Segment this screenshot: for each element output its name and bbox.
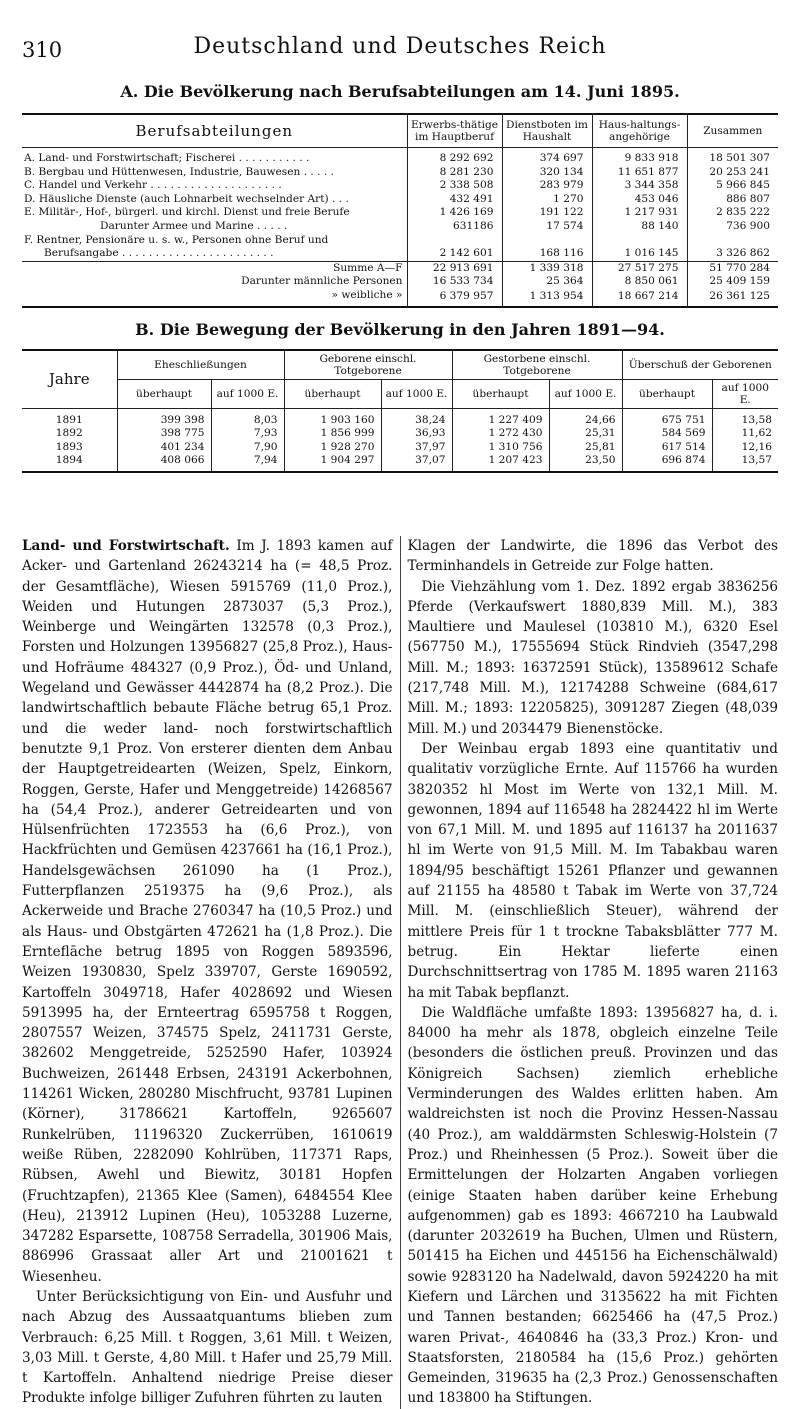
cell xyxy=(592,234,687,248)
column-header: Haus-haltungs-angehörige xyxy=(592,114,687,148)
row-label: D. Häusliche Dienste (auch Lohnarbeit wechselnder Art) . . . xyxy=(24,192,349,205)
section-heading: Land- und Forstwirtschaft. xyxy=(22,538,230,554)
cell: 16 533 734 xyxy=(407,275,502,289)
column-header: Berufsabteilungen xyxy=(22,114,407,148)
cell: 3 344 358 xyxy=(592,179,687,193)
table-row xyxy=(22,193,778,207)
occupation-table xyxy=(22,113,778,308)
cell: 1 856 999 xyxy=(284,427,381,441)
row-label: Darunter Armee und Marine . . . . . xyxy=(100,219,288,232)
cell: 25,81 xyxy=(549,441,622,455)
column-header: Jahre xyxy=(22,350,117,409)
column-header: auf 1000 E. xyxy=(381,379,452,408)
paragraph: Der Weinbau ergab 1893 eine quantitativ und qualitativ vorzügliche Ernte. Auf 115766 ha wurden 3820352 hl Most im Werte von 132,1 Mill. M. gewonnen, 1894 auf 116548 ha 2824422 hl im Werte von 67,1 Mill. M. und 1895 auf 116137 ha 2011637 hl im Werte von 91,5 Mill. M. Im Tabakbau waren 1894/95 beschäftigt 15261 Pflanzer und gewannen auf 21155 ha 48580 t Tabak im Werte von 37,724 Mill. M. (einschließlich Steuer), während der mittlere Preis für 1 t trockne Tabaksblätter 777 M. betrug. Ein Hektar lieferte einen Durchschnittsertrag von 1785 M. 1895 waren 21163 ha mit Tabak bepflanzt. xyxy=(407,740,778,1001)
cell: 696 874 xyxy=(622,454,712,472)
paragraph: Klagen der Landwirte, die 1896 das Verbot des Terminhandels in Getreide zur Folge hatten. xyxy=(407,538,778,575)
paragraph-text: Im J. 1893 kamen auf Acker- und Gartenland 26243214 ha (= 48,5 Proz. der Gesamtfläche), Wiesen 5915769 (11,0 Proz.), Weiden und Hutungen 2873037 (5,3 Proz.), Weinberge und Weingärten 132578 (0,3 Proz.), Forsten und Holzungen 13956827 (25,8 Proz.), Haus- und Hofräume 484327 (0,9 Proz.), Öd- und Unland, Wegeland und Gewässer 4442874 ha (8,2 Proz.). Die landwirtschaftlich bebaute Fläche betrug 65,1 Proz. und die weder land- noch forstwirtschaftlich benutzte 9,1 Proz. Von ersterer dienten dem Anbau der Hauptgetreidearten (Weizen, Spelz, Einkorn, Roggen, Gerste, Hafer und Menggetreide) 14268567 ha (54,4 Proz.), anderer Getreidearten und von Hülsenfrüchten 1723553 ha (6,6 Proz.), von Hackfrüchten und Gemüsen 4237661 ha (16,1 Proz.), Handelsgewächsen 261090 ha (1 Proz.), Futterpflanzen 2519375 ha (9,6 Proz.), als Ackerweide und Brache 2760347 ha (10,5 Proz.) und als Haus- und Obstgärten 472621 ha (1,8 Proz.). Die Ernteflāche betrug 1895 von Roggen 5893596, Weizen 1930830, Spelz 339707, Gerste 1690592, Kartoffeln 3049718, Hafer 4028692 und Wiesen 5913995 ha, der Ernteertrag 6595758 t Roggen, 2807557 Weizen, 374575 Spelz, 2411731 Gerste, 382602 Menggetreide, 5252590 Hafer, 103924 Buchweizen, 261448 Erbsen, 243191 Ackerbohnen, 114261 Wicken, 280280 Mischfrucht, 93781 Lupinen (Körner), 31786621 Kartoffeln, 9265607 Runkelrüben, 11196320 Zuckerrüben, 1610619 weiße Rüben, 2282090 Kohlrüben, 117371 Raps, Rübsen, Awehl und Biewitz, 30181 Hopfen (Fruchtzapfen), 21365 Klee (Samen), 6484554 Klee (Heu), 213912 Lupinen (Heu), 1053288 Luzerne, 347282 Esparsette, 108758 Serradella, 301906 Mais, 886996 Grassaat aller Art und 21001621 t Wiesenheu. xyxy=(22,538,393,1285)
cell: 24,66 xyxy=(549,408,622,427)
paragraph: Die Viehzählung vom 1. Dez. 1892 ergab 3836256 Pferde (Verkaufswert 1880,839 Mill. M.), 383 Maultiere und Maulesel (103810 M.), 6320 Esel (567750 M.), 17555694 Stück Rindvieh (3547,298 Mill. M.; 1893: 16372591 Stück), 13589612 Schafe (217,748 Mill. M.), 12174288 Schweine (684,617 Mill. M.; 1893: 12205825), 3091287 Ziegen (48,039 Mill. M.) und 2034479 Bienenstöcke. xyxy=(407,578,778,737)
cell: 51 770 284 xyxy=(687,261,778,275)
cell: 5 966 845 xyxy=(687,179,778,193)
cell: 283 979 xyxy=(502,179,592,193)
row-label: F. Rentner, Pensionäre u. s. w., Personen ohne Beruf und xyxy=(24,233,329,246)
page-number: 310 xyxy=(22,38,63,62)
cell: 191 122 xyxy=(502,206,592,220)
cell: 11 651 877 xyxy=(592,166,687,180)
row-label: » weibliche » xyxy=(331,288,403,301)
row-label: B. Bergbau und Hüttenwesen, Industrie, Bauwesen . . . . . xyxy=(24,165,334,178)
paragraph xyxy=(22,536,393,1287)
column-header: überhaupt xyxy=(452,379,549,408)
column-header: Geborene einschl. Totgeborene xyxy=(284,350,452,380)
cell: 2 835 222 xyxy=(687,206,778,220)
cell: 7,93 xyxy=(211,427,284,441)
paragraph: Die Waldfläche umfaßte 1893: 13956827 ha, d. i. 84000 ha mehr als 1878, obgleich einzelne Teile (besonders die östlichen preuß. Provinzen und das Königreich Sachsen) ziemlich erhebliche Verminderungen des Waldes erlitten haben. Am waldreichsten ist noch die Provinz Hessen-Nassau (40 Proz.), am walddärmsten Schleswig-Holstein (7 Proz.) und Rheinhessen (5 Proz.). Soweit über die Ermittelungen der Holzarten Angaben vorliegen (einige Staaten haben darüber keine Erhebung aufgenommen) gab es 1893: 4667210 ha Laubwald (darunter 2032619 ha Buchen, Ulmen und Rüstern, 501415 ha Eichen und 445156 ha Eichenschälwald) sowie 9283120 ha Nadelwald, davon 5924220 ha mit Kiefern und Lärchen und 3135622 ha mit Fichten und Tannen bestanden; 6625466 ha (47,5 Proz.) waren Privat-, 4640846 ha (33,3 Proz.) Kron- und Staatsforsten, 2180584 ha (15,6 Proz.) gehörten Gemeinden, 319635 ha (2,3 Proz.) Genossenschaften und 183800 ha Stiftungen. xyxy=(407,1004,778,1407)
cell: 25 364 xyxy=(502,275,592,289)
cell: 2 142 601 xyxy=(407,247,502,261)
row-label: Berufsangabe . . . . . . . . . . . . . . . . . . . . . . . xyxy=(44,247,274,260)
cell: 3 326 862 xyxy=(687,247,778,261)
cell: 320 134 xyxy=(502,166,592,180)
cell: 1 313 954 xyxy=(502,289,592,307)
table-row xyxy=(22,166,778,180)
cell: 675 751 xyxy=(622,408,712,427)
table-row xyxy=(22,441,778,455)
cell: 1 904 297 xyxy=(284,454,381,472)
table-row xyxy=(22,454,778,472)
cell: 37,07 xyxy=(381,454,452,472)
page-header xyxy=(22,0,778,62)
table-row xyxy=(22,220,778,234)
table-b-title: B. Die Bewegung der Bevölkerung in den Jahren 1891—94. xyxy=(135,319,665,339)
total-row xyxy=(22,275,778,289)
left-column xyxy=(22,536,401,1409)
cell: 1 207 423 xyxy=(452,454,549,472)
cell: 1 903 160 xyxy=(284,408,381,427)
cell: 18 501 307 xyxy=(687,148,778,166)
table-row xyxy=(22,247,778,261)
column-header: überhaupt xyxy=(117,379,211,408)
cell: 25 409 159 xyxy=(687,275,778,289)
cell: 617 514 xyxy=(622,441,712,455)
body-text xyxy=(22,536,778,1409)
year-cell: 1891 xyxy=(55,413,83,426)
cell: 2 338 508 xyxy=(407,179,502,193)
cell: 36,93 xyxy=(381,427,452,441)
column-header: auf 1000 E. xyxy=(712,379,778,408)
cell: 25,31 xyxy=(549,427,622,441)
cell: 11,62 xyxy=(712,427,778,441)
column-header: Zusammen xyxy=(687,114,778,148)
cell: 1 310 756 xyxy=(452,441,549,455)
cell: 398 775 xyxy=(117,427,211,441)
row-label: E. Militär-, Hof-, bürgerl. und kirchl. Dienst und freie Berufe xyxy=(24,206,350,219)
cell: 432 491 xyxy=(407,193,502,207)
cell: 736 900 xyxy=(687,220,778,234)
page xyxy=(22,0,778,1407)
cell: 9 833 918 xyxy=(592,148,687,166)
year-cell: 1892 xyxy=(55,427,83,440)
cell: 20 253 241 xyxy=(687,166,778,180)
total-row xyxy=(22,289,778,307)
cell: 38,24 xyxy=(381,408,452,427)
page-title: Deutschland und Deutsches Reich xyxy=(193,34,607,59)
column-header: Gestorbene einschl. Totgeborene xyxy=(452,350,622,380)
cell: 399 398 xyxy=(117,408,211,427)
cell: 1 016 145 xyxy=(592,247,687,261)
cell: 6 379 957 xyxy=(407,289,502,307)
population-movement-table xyxy=(22,349,778,473)
cell xyxy=(502,234,592,248)
row-label: Darunter männliche Personen xyxy=(241,275,403,288)
row-label: A. Land- und Forstwirtschaft; Fischerei . . . . . . . . . . . xyxy=(24,152,310,164)
cell: 8 292 692 xyxy=(407,148,502,166)
table-a-title: A. Die Bevölkerung nach Berufsabteilungen am 14. Juni 1895. xyxy=(120,82,680,101)
cell: 1 426 169 xyxy=(407,206,502,220)
table-row xyxy=(22,148,778,166)
cell: 401 234 xyxy=(117,441,211,455)
cell: 18 667 214 xyxy=(592,289,687,307)
table-row xyxy=(22,206,778,220)
row-label: Summe A—F xyxy=(22,261,407,275)
cell: 13,58 xyxy=(712,408,778,427)
column-header: Überschuß der Geborenen xyxy=(622,350,778,380)
row-label: C. Handel und Verkehr . . . . . . . . . . . . . . . . . . . . xyxy=(24,179,282,192)
cell: 408 066 xyxy=(117,454,211,472)
paragraph: Unter Berücksichtigung von Ein- und Ausfuhr und nach Abzug des Aussaatquantums blieben zum Verbrauch: 6,25 Mill. t Roggen, 3,61 Mill. t Weizen, 3,03 Mill. t Gerste, 4,80 Mill. t Hafer und 25,79 Mill. t Kartoffeln. Anhaltend niedrige Preise dieser Produkte infolge billiger Zufuhren führten zu lauten xyxy=(22,1288,393,1407)
column-header: Dienstboten im Haushalt xyxy=(502,114,592,148)
column-header: überhaupt xyxy=(284,379,381,408)
cell: 88 140 xyxy=(592,220,687,234)
cell: 17 574 xyxy=(502,220,592,234)
cell: 453 046 xyxy=(592,193,687,207)
table-row xyxy=(22,408,778,427)
table-row xyxy=(22,234,778,248)
cell: 23,50 xyxy=(549,454,622,472)
column-header: Erwerbs-thätige im Hauptberuf xyxy=(407,114,502,148)
cell xyxy=(687,234,778,248)
table-row xyxy=(22,427,778,441)
year-cell: 1894 xyxy=(55,454,83,467)
cell: 7,90 xyxy=(211,441,284,455)
cell: 13,57 xyxy=(712,454,778,472)
cell: 8 850 061 xyxy=(592,275,687,289)
cell: 1 217 931 xyxy=(592,206,687,220)
cell: 7,94 xyxy=(211,454,284,472)
cell: 631186 xyxy=(407,220,502,234)
total-row xyxy=(22,261,778,275)
cell: 1 270 xyxy=(502,193,592,207)
column-header: Eheschließungen xyxy=(117,350,284,380)
cell: 37,97 xyxy=(381,441,452,455)
cell xyxy=(407,234,502,248)
cell: 22 913 691 xyxy=(407,261,502,275)
cell: 584 569 xyxy=(622,427,712,441)
cell: 8 281 230 xyxy=(407,166,502,180)
column-header: überhaupt xyxy=(622,379,712,408)
cell: 8,03 xyxy=(211,408,284,427)
cell: 374 697 xyxy=(502,148,592,166)
cell: 1 928 270 xyxy=(284,441,381,455)
year-cell: 1893 xyxy=(55,440,83,453)
cell: 27 517 275 xyxy=(592,261,687,275)
cell: 1 339 318 xyxy=(502,261,592,275)
cell: 26 361 125 xyxy=(687,289,778,307)
right-column xyxy=(401,536,779,1409)
table-row xyxy=(22,179,778,193)
cell: 1 272 430 xyxy=(452,427,549,441)
cell: 886 807 xyxy=(687,193,778,207)
cell: 168 116 xyxy=(502,247,592,261)
column-header: auf 1000 E. xyxy=(211,379,284,408)
cell: 12,16 xyxy=(712,441,778,455)
column-header: auf 1000 E. xyxy=(549,379,622,408)
cell: 1 227 409 xyxy=(452,408,549,427)
